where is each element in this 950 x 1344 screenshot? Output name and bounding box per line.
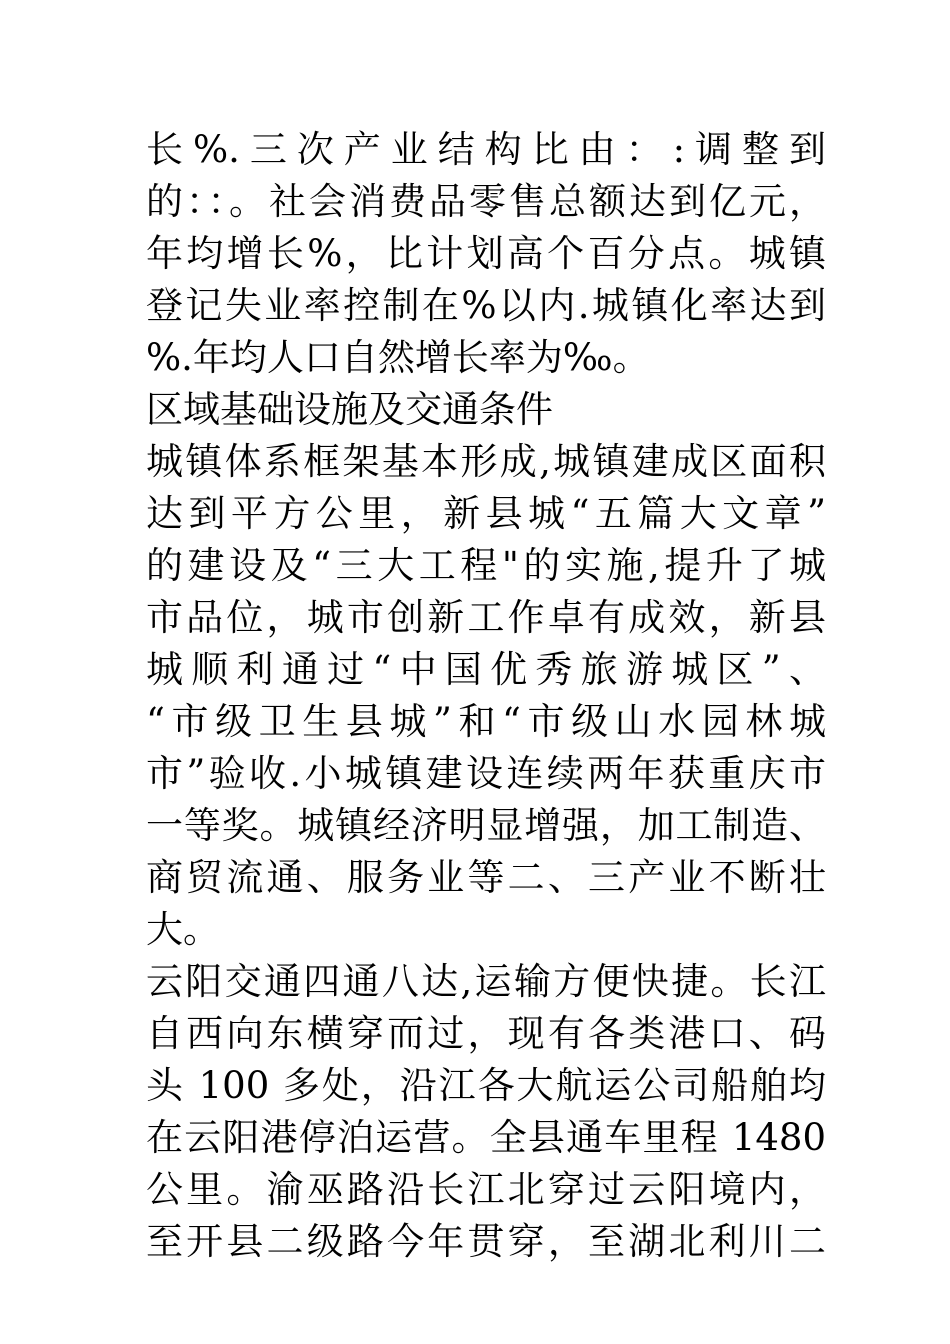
text-line: 云阳交通四通八达,运输方便快捷。长江 [146, 960, 826, 1003]
text-line: 的：：。社会消费品零售总额达到亿元， [146, 180, 826, 223]
text-line: 市”验收.小城镇建设连续两年获重庆市 [146, 752, 826, 795]
text-line: 长%.三次产业结构比由：:调整到 [146, 128, 826, 171]
text-line: 至开县二级路今年贯穿，至湖北利川二 [146, 1220, 826, 1263]
text-line: “市级卫生县城”和“市级山水园林城 [146, 700, 826, 743]
text-line: 年均增长%，比计划高个百分点。城镇 [146, 232, 826, 275]
text-line: 商贸流通、服务业等二、三产业不断壮 [146, 856, 826, 899]
text-line: 自西向东横穿而过，现有各类港口、码 [146, 1012, 826, 1055]
text-line: 登记失业率控制在%以内.城镇化率达到 [146, 284, 826, 327]
text-line: 城镇体系框架基本形成,城镇建成区面积 [146, 440, 826, 483]
text-line: 公里。渝巫路沿长江北穿过云阳境内， [146, 1168, 826, 1211]
text-line: 市品位，城市创新工作卓有成效，新县 [146, 596, 826, 639]
body-text [146, 124, 826, 1268]
text-line: 一等奖。城镇经济明显增强，加工制造、 [146, 804, 826, 847]
text-line: %.年均人口自然增长率为‰。 [146, 336, 650, 379]
text-line: 达到平方公里，新县城“五篇大文章” [146, 492, 826, 535]
text-line: 在云阳港停泊运营。全县通车里程 1480 [146, 1116, 826, 1159]
text-line: 的建设及“三大工程"的实施,提升了城 [146, 544, 826, 587]
text-line: 头 100 多处，沿江各大航运公司船舶均 [146, 1064, 826, 1107]
text-line: 城顺利通过“中国优秀旅游城区”、 [146, 648, 826, 691]
text-line: 大。 [146, 908, 220, 951]
section-heading: 区域基础设施及交通条件 [146, 388, 553, 431]
